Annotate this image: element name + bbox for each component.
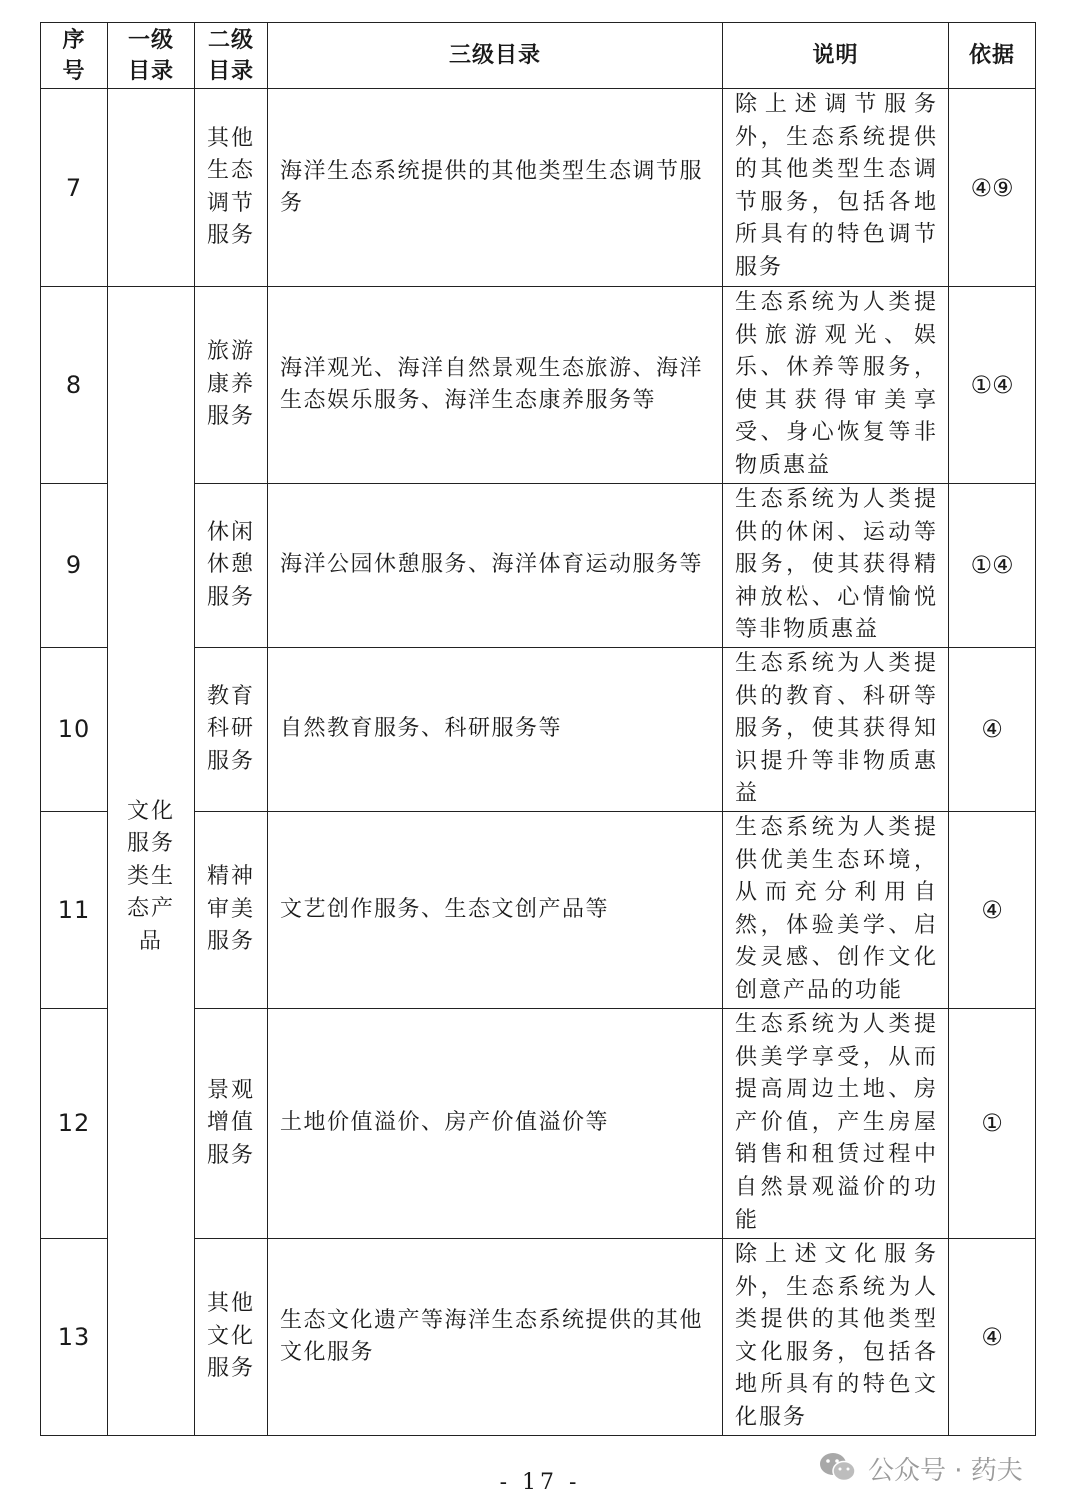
- level3-cell: 海洋生态系统提供的其他类型生态调节服务: [268, 89, 723, 287]
- level3-cell: 土地价值溢价、房产价值溢价等: [268, 1008, 723, 1238]
- catalog-table: [40, 22, 1036, 1436]
- level3-cell: 文艺创作服务、生态文创产品等: [268, 811, 723, 1008]
- description-cell: 生态系统为人类提供的休闲、运动等服务，使其获得精神放松、心情愉悦等非物质惠益: [723, 484, 949, 648]
- basis-cell: ④⑨: [949, 89, 1036, 287]
- row-number: 11: [41, 811, 108, 1008]
- level2-cell: 其他 生态 调节 服务: [195, 89, 268, 287]
- level3-cell: 生态文化遗产等海洋生态系统提供的其他文化服务: [268, 1238, 723, 1435]
- level1-label: 文化服务类生态产品: [126, 798, 175, 954]
- table-row: [41, 89, 1036, 287]
- basis-cell: ①④: [949, 484, 1036, 648]
- description-cell: 生态系统为人类提供美学享受，从而提高周边土地、房产价值，产生房屋销售和租赁过程中自然景观溢价的功能: [723, 1008, 949, 1238]
- header-level3: 三级目录: [268, 23, 723, 89]
- description-cell: 除上述调节服务外，生态系统提供的其他类型生态调节服务，包括各地所具有的特色调节服务: [723, 89, 949, 287]
- level2-cell: 其他 文化 服务: [195, 1238, 268, 1435]
- level2-cell: 教育 科研 服务: [195, 647, 268, 811]
- basis-cell: ④: [949, 1238, 1036, 1435]
- description-cell: 除上述文化服务外，生态系统为人类提供的其他类型文化服务，包括各地所具有的特色文化服务: [723, 1238, 949, 1435]
- row-number: 7: [41, 89, 108, 287]
- level3-cell: 海洋观光、海洋自然景观生态旅游、海洋生态娱乐服务、海洋生态康养服务等: [268, 287, 723, 484]
- table-header-row: [41, 23, 1036, 89]
- description-cell: 生态系统为人类提供的教育、科研等服务，使其获得知识提升等非物质惠益: [723, 647, 949, 811]
- header-seq: 序 号: [41, 23, 108, 89]
- header-level1: 一级 目录: [108, 23, 195, 89]
- row-number: 12: [41, 1008, 108, 1238]
- level2-cell: 旅游 康养 服务: [195, 287, 268, 484]
- table-row: [41, 287, 1036, 484]
- row-number: 8: [41, 287, 108, 484]
- level3-cell: 自然教育服务、科研服务等: [268, 647, 723, 811]
- header-description: 说明: [723, 23, 949, 89]
- level1-cell-empty: [108, 89, 195, 287]
- level2-cell: 休闲 休憩 服务: [195, 484, 268, 648]
- basis-cell: ④: [949, 647, 1036, 811]
- row-number: 9: [41, 484, 108, 648]
- level3-cell: 海洋公园休憩服务、海洋体育运动服务等: [268, 484, 723, 648]
- level1-cell: [108, 287, 195, 1436]
- basis-cell: ④: [949, 811, 1036, 1008]
- row-number: 13: [41, 1238, 108, 1435]
- header-level2: 二级 目录: [195, 23, 268, 89]
- wechat-icon: [818, 1451, 858, 1485]
- description-cell: 生态系统为人类提供优美生态环境，从而充分利用自然，体验美学、启发灵感、创作文化创意产品的功能: [723, 811, 949, 1008]
- header-basis: 依据: [949, 23, 1036, 89]
- description-cell: 生态系统为人类提供旅游观光、娱乐、休养等服务，使其获得审美享受、身心恢复等非物质惠益: [723, 287, 949, 484]
- level2-cell: 景观 增值 服务: [195, 1008, 268, 1238]
- watermark: [818, 1448, 1023, 1488]
- level2-cell: 精神 审美 服务: [195, 811, 268, 1008]
- page-number: - 17 -: [499, 1470, 581, 1495]
- row-number: 10: [41, 647, 108, 811]
- watermark-text: 公众号 · 药夫: [868, 1455, 1023, 1486]
- basis-cell: ①④: [949, 287, 1036, 484]
- basis-cell: ①: [949, 1008, 1036, 1238]
